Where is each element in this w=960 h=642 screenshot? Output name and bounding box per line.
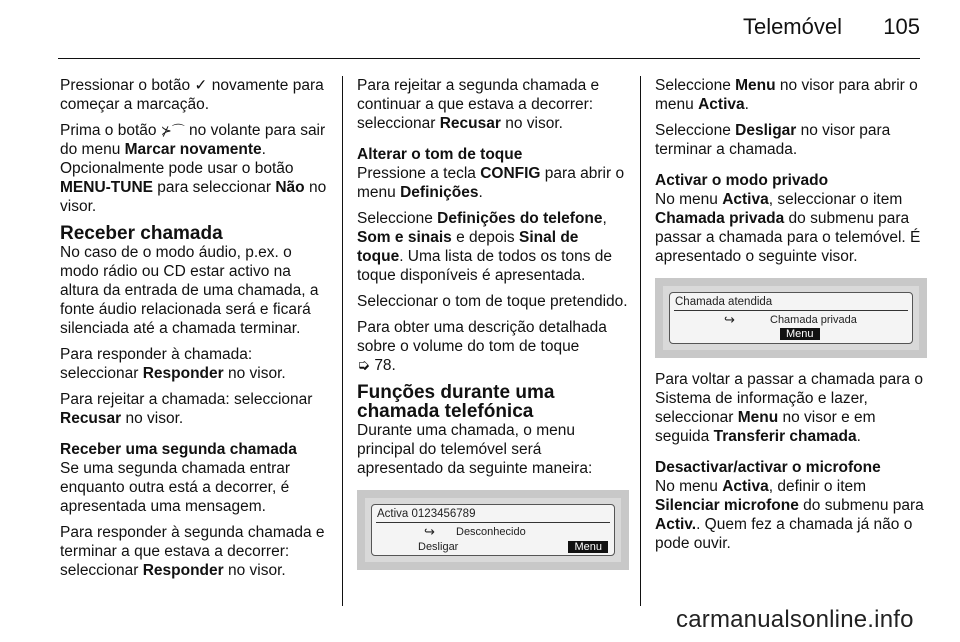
- paragraph: No caso de o modo áudio, p.ex. o modo rádio ou CD estar activo na altura da entrada de uma chamada, a fonte áudio relacionada será e ficará silenciada até a chamada terminar.: [60, 244, 319, 337]
- column-separator: [342, 76, 343, 606]
- paragraph: Para responder à chamada: seleccionar Responder no visor.: [60, 346, 286, 382]
- header-rule: [58, 58, 920, 59]
- display-menu-button: Menu: [780, 328, 820, 340]
- paragraph: Pressionar o botão ✓ novamente para começar a marcação.: [60, 77, 324, 113]
- paragraph: Para rejeitar a chamada: seleccionar Recusar no visor.: [60, 391, 313, 427]
- section-heading: Funções durante uma chamada telefónica: [357, 382, 555, 422]
- call-arrow-icon: ↪: [724, 312, 735, 327]
- paragraph: Se uma segunda chamada entrar enquanto outra está a decorrer, é apresentada uma mensagem.: [60, 460, 291, 515]
- column-1: [60, 76, 328, 587]
- watermark-domain: carmanualsonline.info: [676, 606, 914, 633]
- paragraph: No menu Activa, definir o item Silenciar microfone do submenu para Activ.. Quem fez a chamada já não o pode ouvir.: [655, 478, 924, 552]
- section-heading: Receber chamada: [60, 223, 223, 244]
- paragraph: Seleccionar o tom de toque pretendido.: [357, 293, 628, 310]
- paragraph: Seleccione Menu no visor para abrir o menu Activa.: [655, 77, 918, 113]
- steering-phone-icon: ⊁⌒: [160, 123, 185, 138]
- page-reference-link[interactable]: 78.: [374, 357, 396, 374]
- display-divider: [376, 522, 610, 523]
- phone-icon: ✓: [194, 77, 208, 94]
- display-menu-button: Menu: [568, 541, 608, 553]
- paragraph: Para rejeitar a segunda chamada e continuar a que estava a decorrer: seleccionar Recusar no visor.: [357, 77, 600, 132]
- paragraph: Para responder à segunda chamada e terminar a que estava a decorrer: seleccionar Responder no visor.: [60, 524, 325, 579]
- paragraph: No menu Activa, seleccionar o item Chamada privada do submenu para passar a chamada para o telemóvel. É apresentado o seguinte visor.: [655, 191, 921, 265]
- subsection-heading: Desactivar/activar o microfone: [655, 459, 881, 476]
- header-title: Telemóvel: [742, 14, 842, 39]
- paragraph: Para obter uma descrição detalhada sobre o volume do tom de toque ➭ 78.: [357, 319, 607, 374]
- paragraph: Durante uma chamada, o menu principal do telemóvel será apresentado da seguinte maneira:: [357, 422, 593, 477]
- display-caller: Desconhecido: [456, 526, 526, 538]
- call-arrow-icon: ↪: [424, 524, 435, 539]
- paragraph: Prima o botão ⊁⌒ no volante para sair do menu Marcar novamente. Opcionalmente pode usar o botão MENU-TUNE para seleccionar Não no visor.: [60, 122, 327, 215]
- display-option: Chamada privada: [770, 314, 857, 326]
- column-separator: [640, 76, 641, 606]
- display-option: Desligar: [418, 541, 459, 553]
- display-title: Activa 0123456789: [377, 508, 476, 520]
- subsection-heading: Alterar o tom de toque: [357, 146, 523, 163]
- subsection-heading: Activar o modo privado: [655, 172, 829, 189]
- page-reference-icon: ➭: [357, 357, 370, 374]
- display-screenshot: [655, 278, 927, 358]
- column-3: [655, 76, 927, 560]
- subsection-heading: Receber uma segunda chamada: [60, 441, 297, 458]
- display-title: Chamada atendida: [675, 296, 773, 308]
- display-divider: [674, 310, 908, 311]
- paragraph: Pressione a tecla CONFIG para abrir o menu Definições.: [357, 165, 625, 201]
- page-number: 105: [883, 14, 920, 39]
- column-2: [357, 76, 629, 582]
- paragraph: Para voltar a passar a chamada para o Sistema de informação e lazer, seleccionar Menu no visor e em seguida Transferir chamada.: [655, 371, 923, 445]
- paragraph: Seleccione Desligar no visor para terminar a chamada.: [655, 122, 891, 158]
- display-screenshot: [357, 490, 629, 570]
- paragraph: Seleccione Definições do telefone, Som e sinais e depois Sinal de toque. Uma lista de todos os tons de toque disponíveis é apresentada.: [357, 210, 612, 284]
